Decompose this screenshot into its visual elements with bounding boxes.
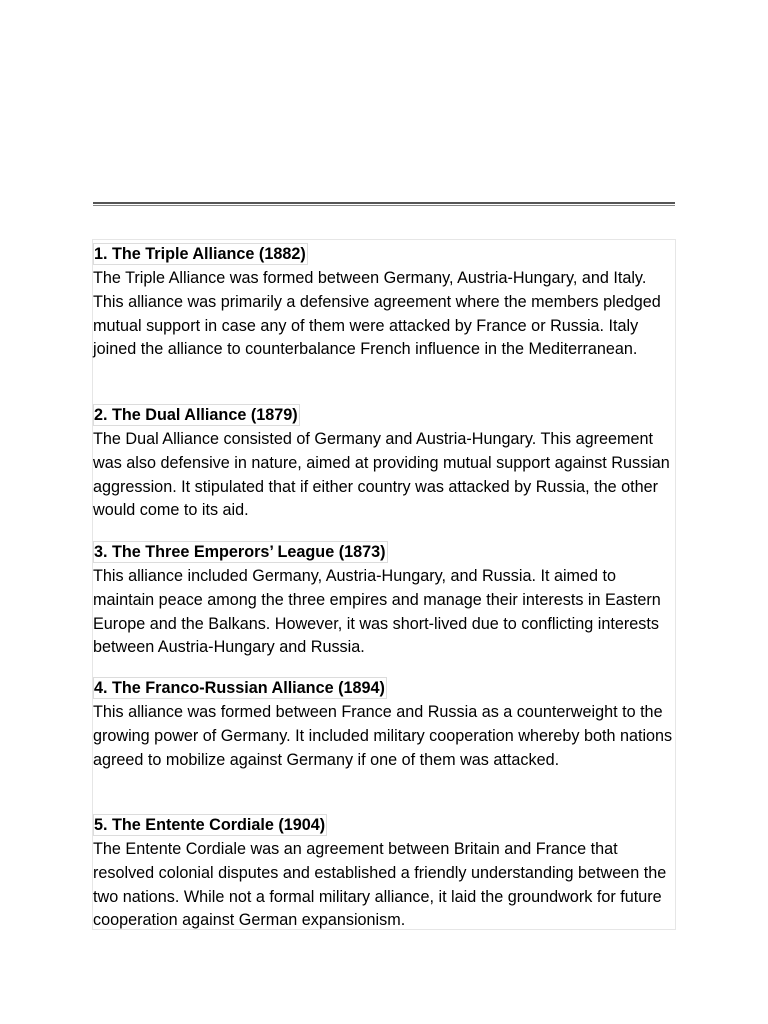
section-heading: 5. The Entente Cordiale (1904) bbox=[94, 816, 326, 834]
horizontal-rule bbox=[93, 202, 675, 206]
section-heading: 1. The Triple Alliance (1882) bbox=[94, 245, 306, 263]
section-triple-alliance bbox=[93, 243, 675, 362]
section-body: The Entente Cordiale was an agreement between Britain and France that resolved colonial disputes and established a friendly understanding between the two nations. While not a formal military alliance, it laid the groundwork for future cooperation against German expansionism. bbox=[93, 840, 667, 930]
section-body: This alliance included Germany, Austria-Hungary, and Russia. It aimed to maintain peace among the three empires and manage their interests in Eastern Europe and the Balkans. However, it was short-lived due to conflicting interests between Austria-Hungary and Russia. bbox=[93, 567, 661, 657]
section-dual-alliance bbox=[93, 404, 675, 523]
section-three-emperors-league bbox=[93, 541, 675, 660]
section-heading: 4. The Franco-Russian Alliance (1894) bbox=[94, 679, 385, 697]
section-heading: 3. The Three Emperors’ League (1873) bbox=[94, 543, 386, 561]
section-body: The Triple Alliance was formed between Germany, Austria-Hungary, and Italy. This alliance was primarily a defensive agreement where the members pledged mutual support in case any of them were attacked by France or Russia. Italy joined the alliance to counterbalance French influence in the Mediterranean. bbox=[93, 269, 661, 359]
section-franco-russian-alliance bbox=[93, 677, 675, 772]
section-heading: 2. The Dual Alliance (1879) bbox=[94, 406, 298, 424]
section-entente-cordiale bbox=[93, 814, 675, 933]
section-body: The Dual Alliance consisted of Germany and Austria-Hungary. This agreement was also defensive in nature, aimed at providing mutual support against Russian aggression. It stipulated that if either country was attacked by Russia, the other would come to its aid. bbox=[93, 430, 670, 520]
section-body: This alliance was formed between France and Russia as a counterweight to the growing power of Germany. It included military cooperation whereby both nations agreed to mobilize against Germany if one of them was attacked. bbox=[93, 703, 673, 769]
